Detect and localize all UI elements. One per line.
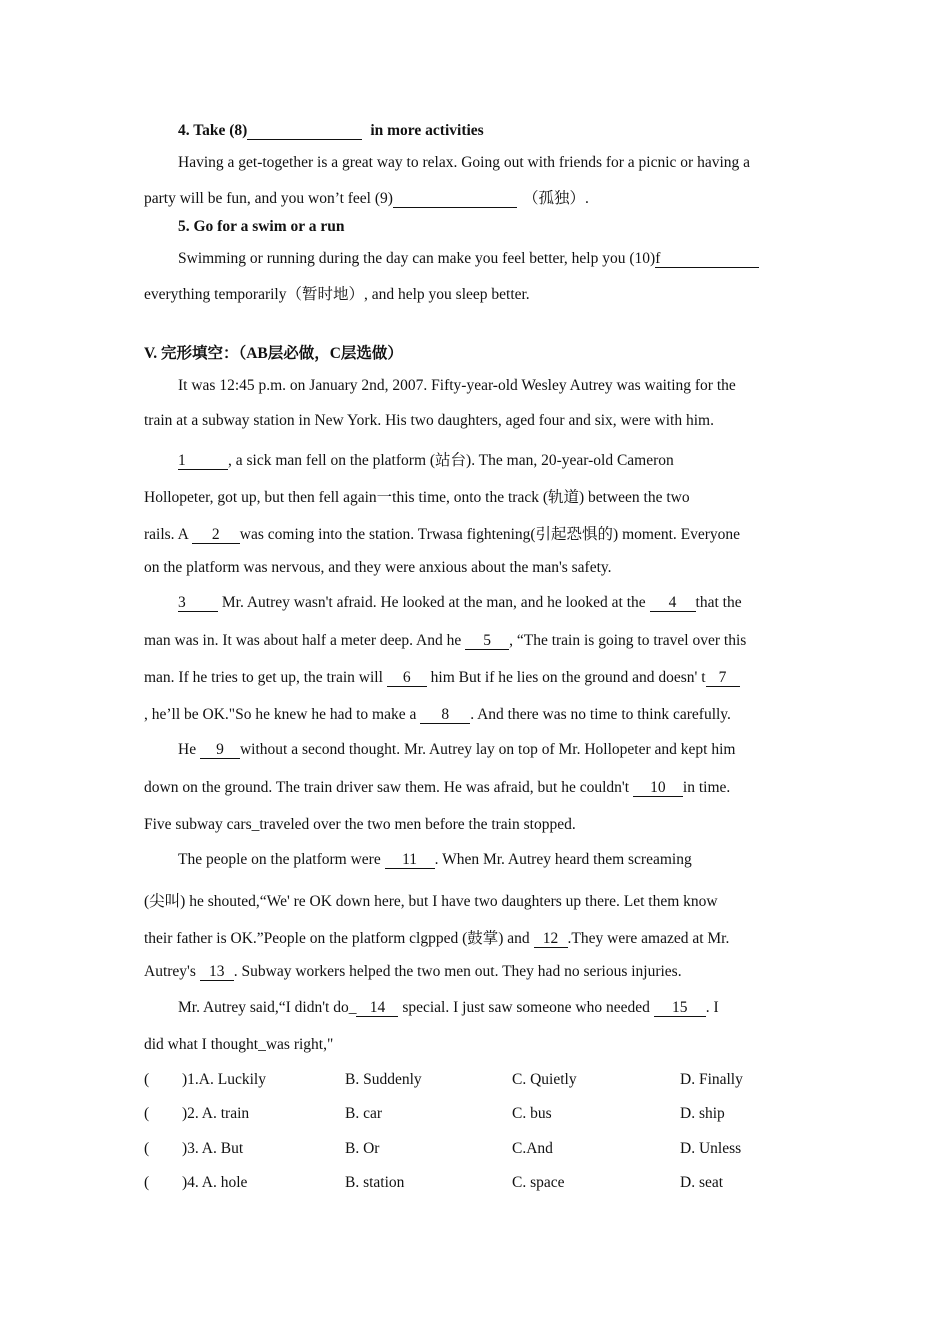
cloze-line: down on the ground. The train driver saw them. He was afraid, but he couldn't 10 in time. [144, 779, 731, 796]
cloze-blank-8[interactable]: 8 [420, 707, 470, 724]
cloze-line: It was 12:45 p.m. on January 2nd, 2007. Fifty-year-old Wesley Autrey was waiting for the [178, 377, 736, 394]
cloze-blank-7[interactable]: 7 [706, 670, 740, 687]
cloze-blank-11[interactable]: 11 [385, 852, 435, 869]
paragraph-line: everything temporarily（暂时地）, and help you sleep better. [144, 286, 530, 303]
cloze-blank-15[interactable]: 15 [654, 1000, 706, 1017]
cloze-line: man. If he tries to get up, the train will 6 him But if he lies on the ground and doesn' t 7 [144, 669, 740, 687]
cloze-line: (尖叫) he shouted,“We' re OK down here, but I have two daughters up there. Let them know [144, 893, 718, 910]
cloze-line: , he’ll be OK."So he knew he had to make a 8 . And there was no time to think carefully. [144, 706, 731, 723]
blank-10[interactable]: f [655, 251, 759, 268]
cloze-blank-4[interactable]: 4 [650, 595, 696, 612]
paragraph-line: party will be fun, and you won’t feel (9) （孤独）. [144, 190, 589, 207]
cloze-line: train at a subway station in New York. His two daughters, aged four and six, were with him. [144, 412, 714, 429]
section-heading-swim: 5. Go for a swim or a run [178, 218, 345, 235]
cloze-blank-10[interactable]: 10 [633, 780, 683, 797]
section-heading-take-part: 4. Take (8) in more activities [178, 122, 484, 139]
cloze-line: The people on the platform were 11 . When Mr. Autrey heard them screaming [178, 851, 692, 868]
cloze-blank-6[interactable]: 6 [387, 670, 427, 687]
cloze-line: did what I thought_was right," [144, 1036, 334, 1053]
cloze-line: Autrey's 13 . Subway workers helped the two men out. They had no serious injuries. [144, 963, 682, 980]
cloze-line: man was in. It was about half a meter deep. And he 5 , “The train is going to travel over this [144, 632, 747, 649]
cloze-blank-1[interactable]: 1 [178, 453, 228, 470]
cloze-line: Mr. Autrey said,“I didn't do_ 14 special. I just saw someone who needed 15 . I [178, 999, 719, 1016]
paragraph-line: Swimming or running during the day can make you feel better, help you (10)f [178, 250, 759, 268]
cloze-heading: V. 完形填空：（AB层必做，C层选做） [144, 345, 403, 362]
cloze-blank-3[interactable]: 3 [178, 595, 218, 612]
cloze-blank-14[interactable]: 14 [356, 1000, 398, 1017]
cloze-blank-9[interactable]: 9 [200, 742, 240, 759]
cloze-line: He 9 without a second thought. Mr. Autrey lay on top of Mr. Hollopeter and kept him [178, 741, 736, 758]
cloze-blank-5[interactable]: 5 [465, 633, 509, 650]
cloze-line: 1 , a sick man fell on the platform (站台). The man, 20-year-old Cameron [178, 452, 674, 469]
cloze-line: 3 Mr. Autrey wasn't afraid. He looked at the man, and he looked at the 4 that the [178, 594, 742, 611]
cloze-line: on the platform was nervous, and they were anxious about the man's safety. [144, 559, 612, 576]
cloze-blank-13[interactable]: 13 [200, 964, 234, 981]
cloze-blank-12[interactable]: 12 [534, 931, 568, 948]
cloze-line: Hollopeter, got up, but then fell again一this time, onto the track (轨道) between the two [144, 489, 690, 506]
paragraph-line: Having a get-together is a great way to relax. Going out with friends for a picnic or having a [178, 154, 751, 171]
blank-9[interactable] [393, 191, 517, 208]
cloze-line: rails. A 2 was coming into the station. Trwasa fightening(引起恐惧的) moment. Everyone [144, 526, 741, 543]
cloze-line: Five subway cars_traveled over the two men before the train stopped. [144, 816, 576, 833]
cloze-line: their father is OK.”People on the platform clgpped (鼓掌) and 12 .They were amazed at Mr. [144, 930, 730, 947]
cloze-blank-2[interactable]: 2 [192, 527, 240, 544]
blank-8[interactable] [247, 123, 362, 140]
worksheet-page: 4. Take (8) in more activities Having a get-together is a great way to relax. Going out with friends for a picnic or having a party will be fun, and you won’t feel (9) （孤独）. 5. Go for a swim or a run Swimming or running during the day can make you feel better, help you (10)f everything temporarily（暂时地）, and help you sleep better. V. 完形填空：（AB层必做，C层选做） It was 12:45 p.m. on January 2nd, 2007. Fifty-year-old Wesley Autrey was waiting for the train at a subway station in New York. His two daughters, aged four and six, were with him. 1 , a sick man fell on the platform (站台). The man, 20-year-old Cameron Hollopeter, got up, but then fell again一this time, onto the track (轨道) between the two rails. A 2 was coming into the station. Trwasa fightening(引起恐惧的) moment. Everyone on the platform was nervous, and they were anxious about the man's safety. 3 Mr. Autrey wasn't afraid. He looked at the man, and he looked at the 4 that the man was in. It was about half a meter deep. And he 5 , “The train is going to travel over this man. If he tries to get up, the train will 6 him But if he lies on the ground and doesn' t 7 , he’ll be OK."So he knew he had to make a 8 . And there was no time to think carefully. He 9 without a second thought. Mr. Autrey lay on top of Mr. Hollopeter and kept him down on the ground. The train driver saw them. He was afraid, but he couldn't 10 in time. Five subway cars_traveled over the two men before the train stopped. The people on the platform were 11 . When Mr. Autrey heard them screaming (尖叫) he shouted,“We' re OK down here, but I have two daughters up there. Let them know their father is OK.”People on the platform clgpped (鼓掌) and 12 .They were amazed at Mr. Autrey's 13 . Subway workers helped the two men out. They had no serious injuries. Mr. Autrey said,“I didn't do_ 14 special. I just saw someone who needed 15 . I did what I thought_was right," ( )1.A. Luckily B. Suddenly C. Quietly D. Finally ( )2. A. train B. car C. bus D. ship ( )3. A. But B. Or C.And D. Unless ( )4. A. hole B. station C. space D. seat [0, 0, 950, 1344]
